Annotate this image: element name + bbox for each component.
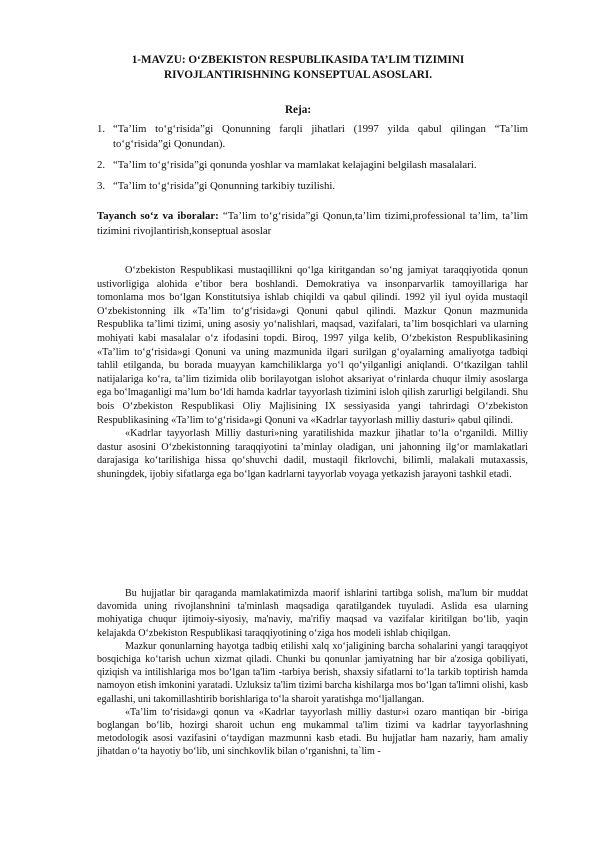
plan-item-text: “Ta’lim to‘g‘risida”gi Qonunning tarkibiy tuzilishi. <box>113 180 336 192</box>
title-line-2: RIVOJLANTIRISHNING KONSEPTUAL ASOSLARI. <box>163 69 433 81</box>
plan-item-number: 1. <box>97 123 106 135</box>
plan-heading: Reja: <box>284 104 312 116</box>
title-line-1: 1-MAVZU: O‘ZBEKISTON RESPUBLIKASIDA TA’LIM TIZIMINI <box>131 54 465 66</box>
document-title <box>90 53 506 83</box>
body-paragraph: Mazkur qonunlarning hayotga tadbiq etilishi xalq xo‘jaligining barcha sohalarini yangi taraqqiyot bosqichiga ko‘tarish uchun xizmat qiladi. Chunki bu qonunlar jamiyatning har bir a'zosiga qobiliyati, qiziqish va intilishlariga mos bo‘lgan ta'lim -tarbiya berish, shaxsiy sifatlarni to‘la tarkib toptirish hamda namoyon etish imkonini yaratadi. Uzluksiz ta'lim tizimi barcha kishilarga mos bo‘lgan ta'limni olishi, kasb egallashi, uni takomillashtirib borishlariga to‘la sharoit yaratishga mo‘ljallangan. <box>97 640 528 705</box>
plan-item <box>97 158 528 173</box>
plan-list <box>97 122 528 200</box>
plan-item <box>97 179 528 194</box>
body-section-2 <box>97 587 528 759</box>
plan-item <box>97 122 528 152</box>
plan-item-text: “Ta’lim to‘g‘risida”gi Qonunning farqli jihatlari (1997 yilda qabul qilingan “Ta’lim to‘g‘risida”gi Qonundan). <box>113 123 528 150</box>
body-paragraph: «Kadrlar tayyorlash Milliy dasturi»ning yaratilishida mazkur jihatlar to‘la o‘rganildi. Milliy dastur asosini O‘zbekistonning taraqqiyotini ta’minlay oladigan, uni jahonning ilg‘or mamlakatlari darajasiga ko‘tarilishiga hissa qo‘shuvchi dadil, mustaqil fikrlovchi, bilimli, malakali mutaxassis, shuningdek, ijobiy sifatlarga ega bo‘lgan kadrlarni tayyorlab voyaga yetkazish jarayoni tashkil etadi. <box>97 428 528 480</box>
plan-item-number: 2. <box>97 159 106 171</box>
body-paragraph: «Ta’lim to‘risida»gi qonun va «Kadrlar tayyorlash milliy dastur»i ozaro mantiqan bir -biriga boglangan bo‘lib, hozirgi sharoit uchun eng mukammal ta'lim tizimi va kadrlar tayyorlashning metodologik asosi vazifasini o‘taydigan mazmunni kasb etadi. Bu hujjatlar ham nazariy, ham amaliy jihatdan o‘ta hayotiy bo‘lib, uni sinchkovlik bilan o‘rganishni, ta`lim - <box>97 706 528 758</box>
keywords-text: “Ta’lim to‘g‘risida”gi Qonun,ta’lim tizimi,professional ta’lim, ta’lim tizimini rivojlantirish,konseptual asoslar <box>97 210 528 237</box>
body-paragraph: Bu hujjatlar bir qaraganda mamlakatimizda maorif ishlarini tartibga solish, ma'lum bir muddat davomida uning rivojlanshnini ta'minlash maqsadiga qaratilgandek tuyuladi. Aslida esa ularning mohiyatiga chuqur ijtimoiy-siyosiy, ma'naviy, ma'rifiy maqsad va vazifalar kiritilgan bo‘lib, yaqin kelajakda O‘zbekiston Respublikasi taraqqiyotining o‘ziga hos modeli ishlab chiqilgan. <box>97 588 528 639</box>
body-paragraph: O‘zbekiston Respublikasi mustaqillikni qo‘lga kiritgandan so‘ng jamiyat taraqqiyotida qonun ustivorligiga alohida e’tibor bera boshlandi. Demokratiya va insonparvarlik tamoyillariga har tomonlama mos bo‘lgan Konstitutsiya ishlab chiqildi va qabul qilindi. 1992 yil iyul oyida mustaqil O‘zbekistonning ilk «Ta’lim to‘g‘risida»gi Qonuni qabul qilindi. Mazkur Qonun mazmunida Respublika ta’limi tizimi, uning asosiy yo‘nalishlari, maqsad, vazifalari, ta’lim bosqichlari va ularning mohiyati kabi masalalar o‘z ifodasini topdi. Biroq, 1997 yilga kelib, O‘zbekiston Respublikasining «Ta’lim to‘g‘risida»gi Qonuni va uning mazmunida ilgari surilgan g‘oyalarning amaliyotga tadbiqi tahlil etilganda, bu borada muayyan kamchiliklarga yo‘l qo‘yilganligi aniqlandi. O‘tkazilgan tahlil natijalariga ko‘ra, ta’lim tizimida olib borilayotgan islohot aksariyat o‘rinlarda chuqur ilmiy asoslarga ega bo‘lmaganligi ma’lum bo‘ldi hamda kadrlar tayyorlash tizimini isloh qilish zarurligi belgilandi. Shu bois O‘zbekiston Respublikasi Oliy Majlisining IX sessiyasida yangi tahrirdagi O‘zbekiston Respublikasining «Ta’lim to‘g‘risida»gi Qonuni va «Kadrlar tayyorlash milliy dasturi» qabul qilindi. <box>97 265 528 426</box>
keywords-paragraph <box>97 209 528 239</box>
plan-item-number: 3. <box>97 180 106 192</box>
plan-item-text: “Ta’lim to‘g‘risida”gi qonunda yoshlar va mamlakat kelajagini belgilash masalalari. <box>113 159 477 171</box>
body-section-1 <box>97 264 528 482</box>
keywords-label: Tayanch so‘z va iboralar: <box>97 210 219 222</box>
